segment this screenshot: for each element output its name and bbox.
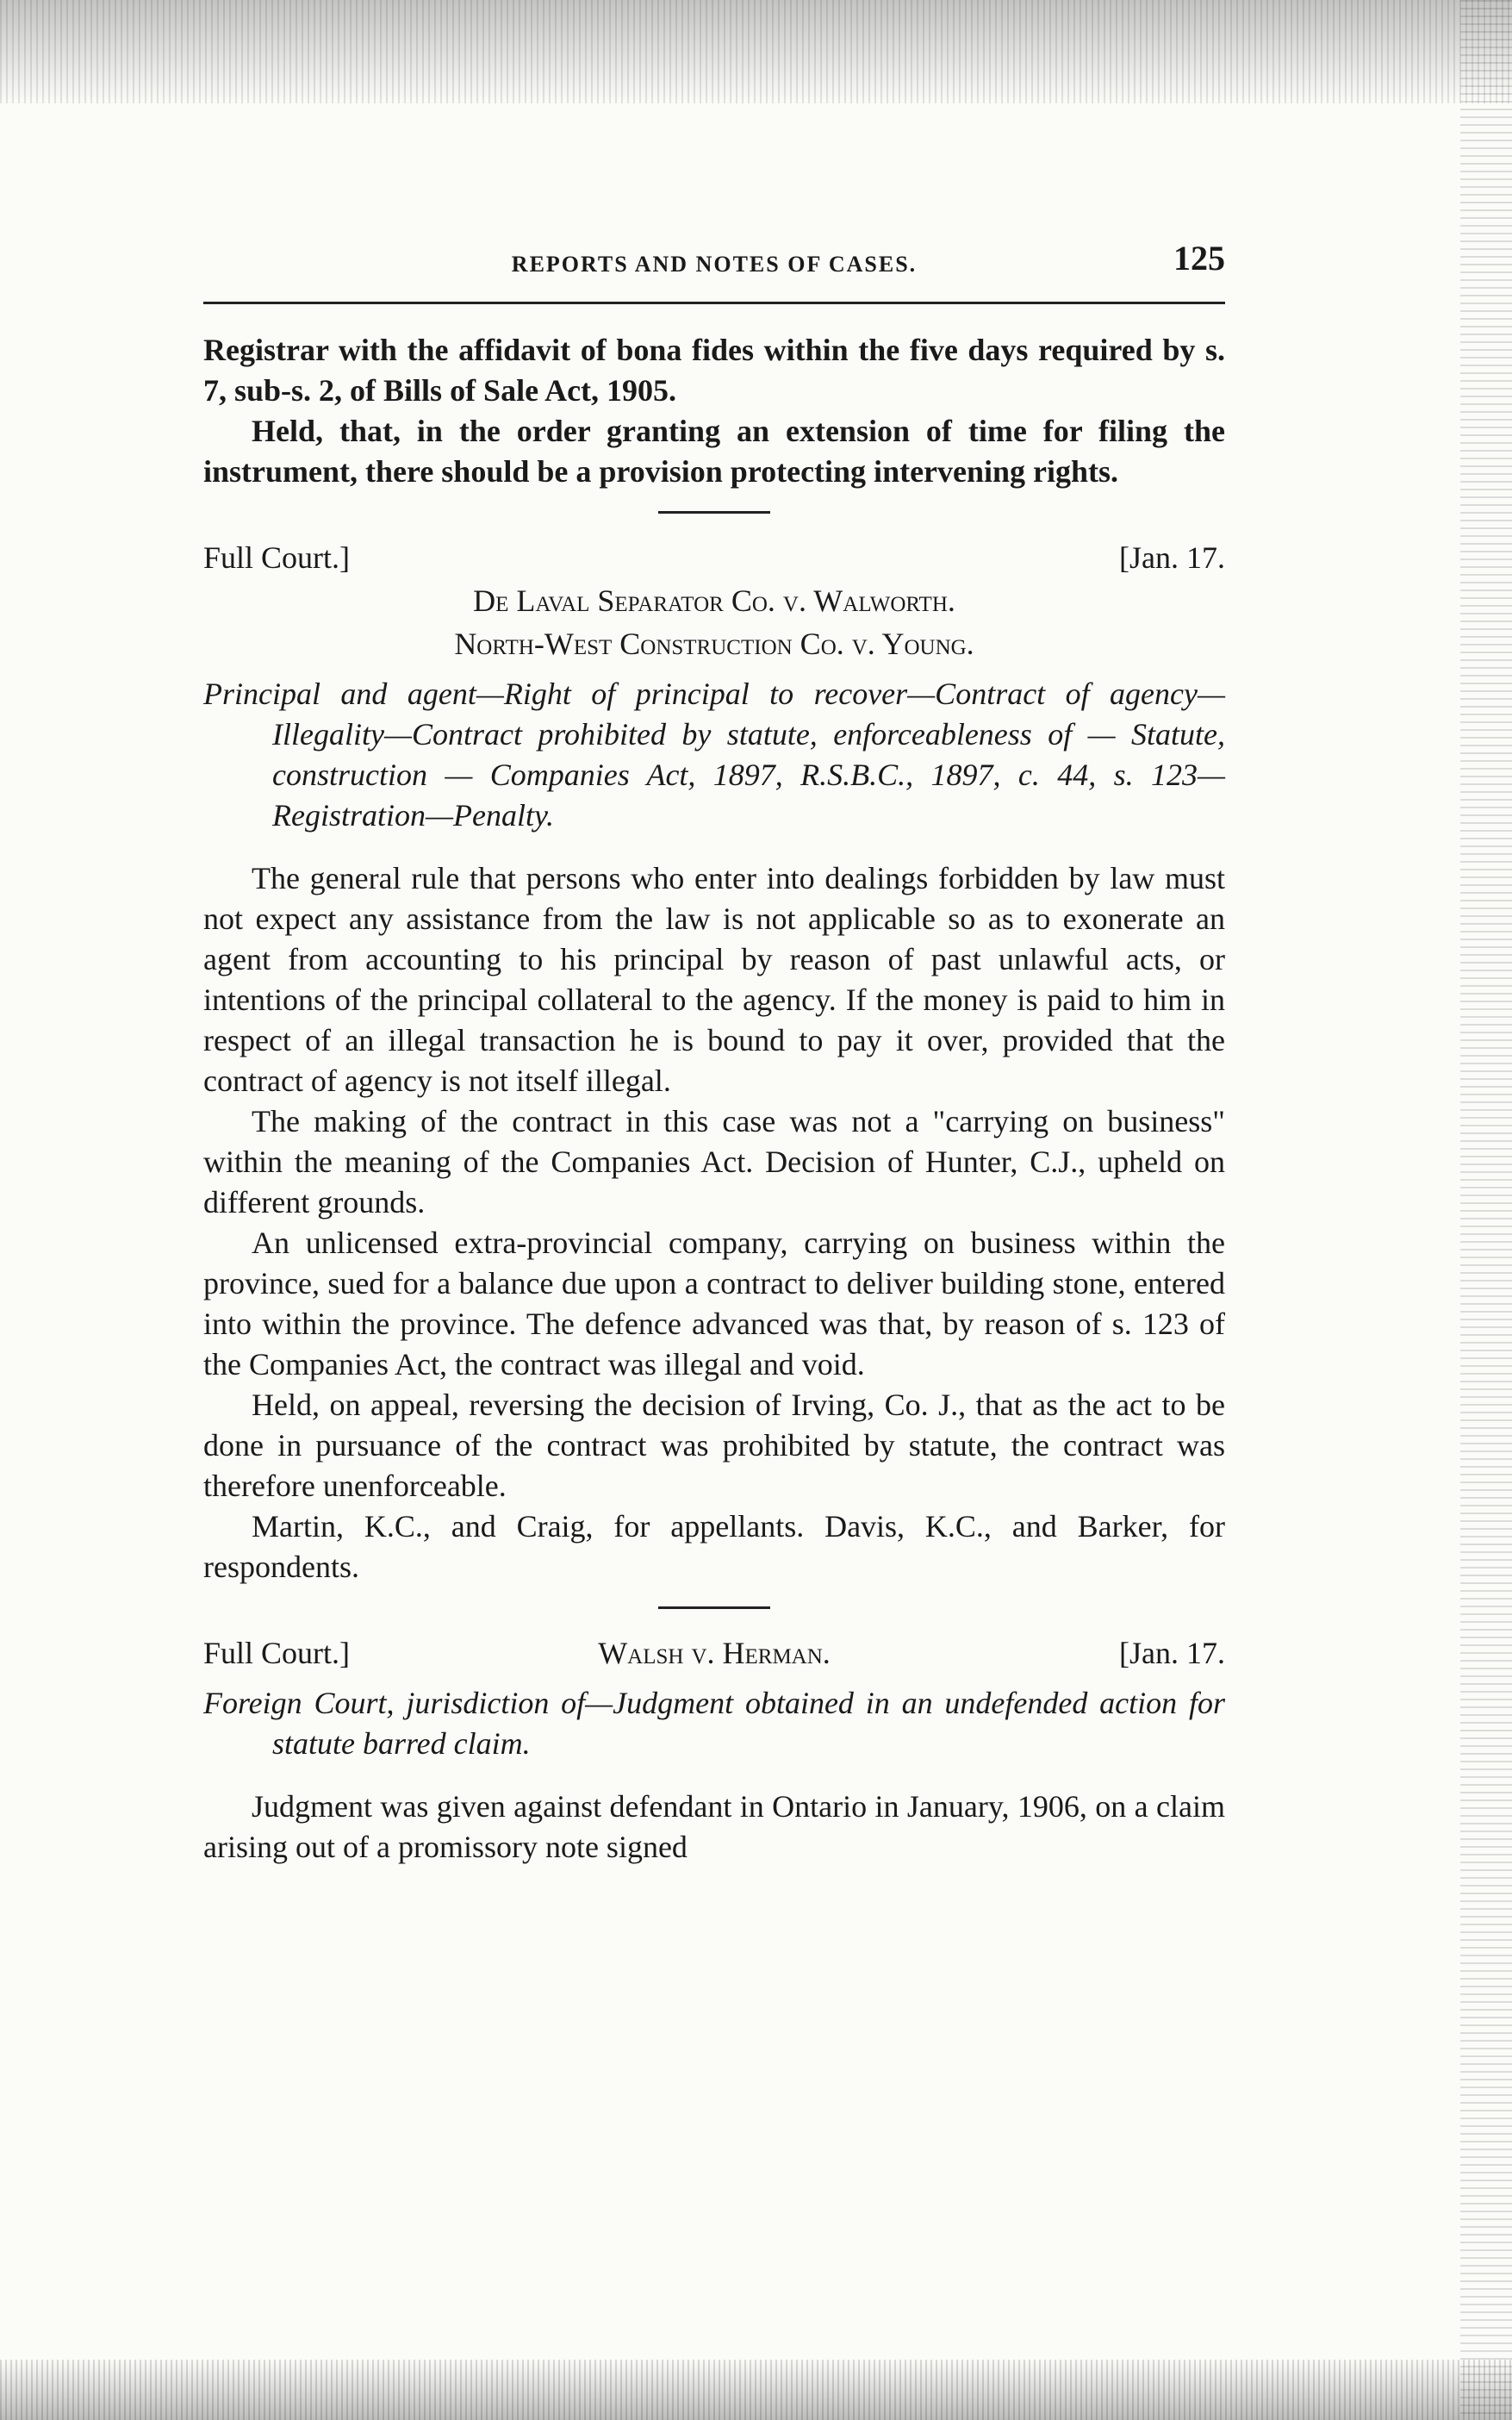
case2-headnote: Foreign Court, jurisdiction of—Judgment obtained in an undefended action for statute barred claim. bbox=[203, 1686, 1225, 1761]
case1-paragraph-3: An unlicensed extra-provincial company, carrying on business within the province, sued for a balance due upon a contract to deliver building stone, entered into within the province. The defence advanced was that, by reason of s. 123 of the Companies Act, the contract was illegal and void. bbox=[203, 1226, 1225, 1382]
case1-court: Full Court.] bbox=[203, 540, 351, 575]
case1-counsel: Martin, K.C., and Craig, for appellants. Davis, K.C., and Barker, for respondents. bbox=[203, 1509, 1225, 1584]
case1-date: [Jan. 17. bbox=[1119, 540, 1225, 575]
top-paragraph: Registrar with the affidavit of bona fides within the five days required by s. 7, sub-s. 2, of Bills of Sale Act, 1905. bbox=[203, 333, 1225, 408]
case2-court-line bbox=[203, 1631, 1225, 1675]
section-separator bbox=[658, 511, 770, 514]
scan-edge-bottom bbox=[0, 2360, 1512, 2420]
case2-date: [Jan. 17. bbox=[1119, 1636, 1225, 1670]
running-title: REPORTS AND NOTES OF CASES. bbox=[511, 252, 918, 277]
scan-edge-right bbox=[1460, 0, 1512, 2420]
case2-paragraph-1: Judgment was given against defendant in Ontario in January, 1906, on a claim arising out of a promissory note signed bbox=[203, 1789, 1225, 1864]
running-head bbox=[203, 233, 1225, 304]
case1-paragraph-4: Held, on appeal, reversing the decision of Irving, Co. J., that as the act to be done in pursuance of the contract was prohibited by statute, the contract was therefore unenforceable. bbox=[203, 1388, 1225, 1503]
section-separator-2 bbox=[658, 1606, 770, 1609]
case1-headnote: Principal and agent—Right of principal to recover—Contract of agency—Illegality—Contract prohibited by statute, enforceableness of — Statute, construction — Companies Act, 1897, R.S.B.C., 1897, c. 44, s. 123—Registration—Penalty. bbox=[203, 677, 1225, 833]
case1-title-line2: North-West Construction Co. v. Young. bbox=[454, 627, 974, 661]
top-held-paragraph: Held, that, in the order granting an extension of time for filing the instrument, there should be a provision protecting intervening rights. bbox=[203, 414, 1225, 489]
case1-paragraph-1: The general rule that persons who enter into dealings forbidden by law must not expect any assistance from the law is not applicable so as to exonerate an agent from accounting to his principal by reason of past unlawful acts, or intentions of the principal collateral to the agency. If the money is paid to him in respect of an illegal transaction he is bound to pay it over, provided that the contract of agency is not itself illegal. bbox=[203, 861, 1225, 1098]
text-block bbox=[203, 233, 1225, 1868]
case1-paragraph-2: The making of the contract in this case was not a "carrying on business" within the meaning of the Companies Act. Decision of Hunter, C.J., upheld on different grounds. bbox=[203, 1104, 1225, 1219]
case1-title-line1: De Laval Separator Co. v. Walworth. bbox=[473, 583, 955, 618]
case1-court-line bbox=[203, 536, 1225, 579]
case2-court: Full Court.] bbox=[203, 1636, 351, 1670]
case2-title: Walsh v. Herman. bbox=[598, 1636, 831, 1670]
scan-edge-top bbox=[0, 0, 1512, 103]
page-number: 125 bbox=[1173, 239, 1225, 278]
